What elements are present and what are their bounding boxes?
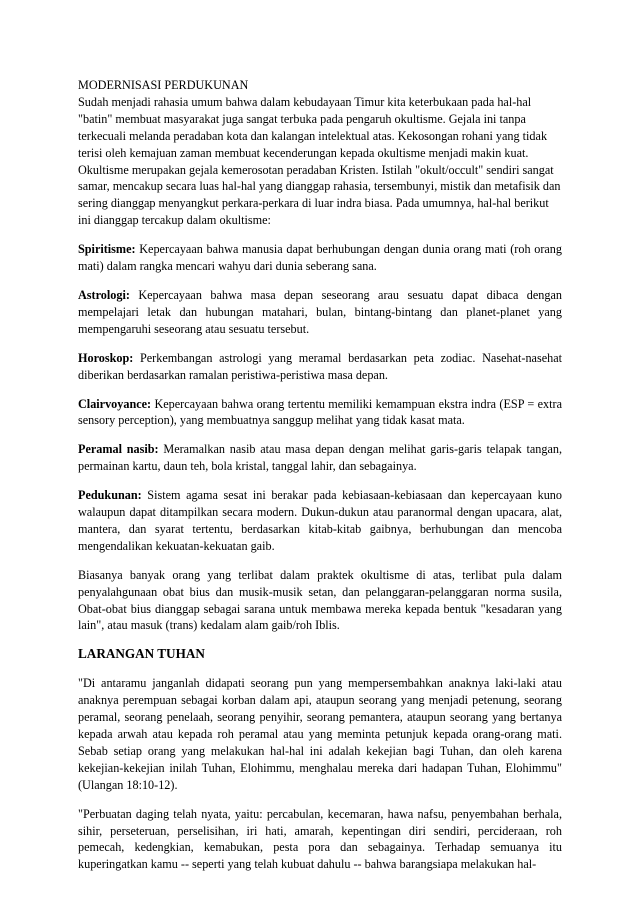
closing-paragraph: Biasanya banyak orang yang terlibat dalam praktek okultisme di atas, terlibat pula dalam penyalahgunaan obat bius dan musik-musik setan, dan pelanggaran-pelanggaran norma susila, Obat-obat bius dianggap sebagai sarana untuk membawa mereka kepada bentuk "kesadaran yang lain", atau masuk (trans) kedalam alam gaib/roh Iblis. xyxy=(78,567,562,633)
term-definition: Perkembangan astrologi yang meramal berdasarkan peta zodiac. Nasehat-nasehat diberikan berdasarkan ramalan peristiwa-peristiwa masa depan. xyxy=(78,350,562,382)
term-label: Horoskop: xyxy=(78,350,134,365)
term-label: Astrologi: xyxy=(78,287,130,302)
term-definition: Sistem agama sesat ini berakar pada kebiasaan-kebiasaan dan kepercayaan kuno walaupun dapat ditampilkan secara modern. Dukun-dukun atau paranormal dengan upacara, alat, mantera, dan syarat tertentu, berdasarkan kitab-kitab gaibnya, berhubungan dan mencoba mengendalikan kekuatan-kekuatan gaib. xyxy=(78,488,562,553)
term-label: Clairvoyance: xyxy=(78,396,152,411)
term-peramal-nasib xyxy=(78,441,562,475)
scripture-quote-1: "Di antaramu janganlah didapati seorang pun yang mempersembahkan anaknya laki-laki atau anaknya perempuan sebagai korban dalam api, ataupun seorang yang menjadi petenung, seorang peramal, seorang penelaah, seorang penyihir, seorang pemantera, ataupun seorang yang bertanya kepada arwah atau kepada roh peramal atau yang meminta petunjuk kepada orang-orang mati. Sebab setiap orang yang melakukan hal-hal ini adalah kekejian bagi Tuhan, dan oleh karena kekejian-kekejian inilah Tuhan, Elohimmu, menghalau mereka dari hadapan Tuhan, Elohimmu" (Ulangan 18:10-12). xyxy=(78,676,562,792)
scripture-quote-2: "Perbuatan daging telah nyata, yaitu: percabulan, kecemaran, hawa nafsu, penyembahan berhala, sihir, perseteruan, perselisihan, iri hati, amarah, kepentingan diri sendiri, percideraan, roh pemecah, kedengkian, kemabukan, pesta pora dan sebagainya. Terhadap semuanya itu kuperingatkan kamu -- seperti yang telah kubuat dahulu -- bahwa barangsiapa melakukan hal- xyxy=(78,806,562,872)
term-definition: Kepercayaan bahwa orang tertentu memiliki kemampuan ekstra indra (ESP = extra sensory perception), yang membuatnya sanggup melihat yang tidak kasat mata. xyxy=(78,396,562,428)
document-title: MODERNISASI PERDUKUNAN xyxy=(78,78,249,92)
term-spiritisme xyxy=(78,241,562,275)
term-label: Pedukunan: xyxy=(78,488,142,503)
term-definition: Meramalkan nasib atau masa depan dengan melihat garis-garis telapak tangan, permainan kartu, daun teh, bola kristal, tanggal lahir, dan sebagainya. xyxy=(78,442,562,474)
term-clairvoyance xyxy=(78,396,562,430)
term-definition: Kepercayaan bahwa manusia dapat berhubungan dengan dunia orang mati (roh orang mati) dalam rangka mencari wahyu dari dunia seberang sana. xyxy=(78,242,562,274)
term-definition: Kepercayaan bahwa masa depan seseorang arau sesuatu dapat dibaca dengan mempelajari letak dan hubungan matahari, bulan, bintang-bintang dan planet-planet yang mempengaruhi seseorang atau sesuatu tersebut. xyxy=(78,287,562,336)
section-heading: LARANGAN TUHAN xyxy=(78,646,205,662)
term-label: Spiritisme: xyxy=(78,242,136,257)
term-label: Peramal nasib: xyxy=(78,442,159,457)
intro-paragraph: Sudah menjadi rahasia umum bahwa dalam kebudayaan Timur kita keterbukaan pada hal-hal "batin" membuat masyarakat juga sangat terbuka pada pengaruh okultisme. Gejala ini tanpa terkecuali melanda peradaban kota dan kalangan intelektual atas. Kekosongan rohani yang tidak terisi oleh kemajuan zaman membuat kecenderungan kepada okultisme menjadi makin kuat. Okultisme merupakan gejala kemerosotan peradaban Kristen. Istilah "okult/occult" sendiri sangat samar, mencakup secara luas hal-hal yang dianggap rahasia, tersembunyi, mistik dan metafisik dan sering dianggap menyangkut perkara-perkara di luar indra biasa. Pada umumnya, hal-hal berikut ini dianggap tercakup dalam okultisme: xyxy=(78,94,561,228)
document-page xyxy=(78,77,562,873)
term-astrologi xyxy=(78,287,562,338)
term-horoskop xyxy=(78,350,562,384)
term-pedukunan xyxy=(78,487,562,555)
